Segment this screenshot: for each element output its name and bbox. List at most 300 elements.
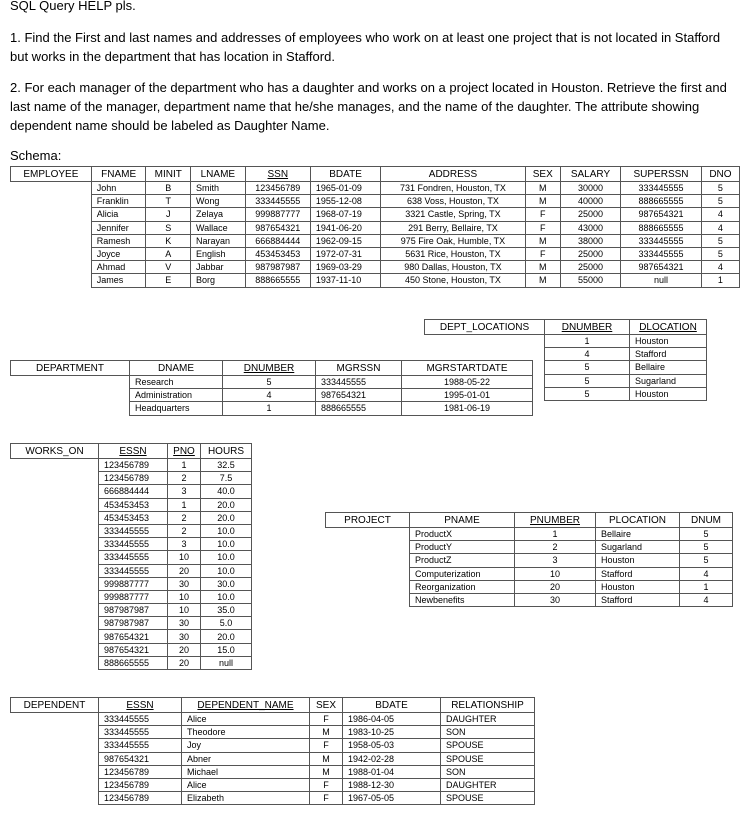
table-cell: 20.0 [201,630,252,643]
column-header: PNUMBER [515,513,596,528]
table-cell: 1969-03-29 [310,261,380,274]
column-header: FNAME [91,167,146,182]
table-cell: 123456789 [245,182,310,195]
table-row [326,593,733,606]
table-row [11,538,252,551]
blank-cell [11,389,130,402]
table-cell: Jennifer [91,221,146,234]
table-cell: 1965-01-09 [310,182,380,195]
blank-cell [11,485,99,498]
table-cell: V [146,261,191,274]
blank-cell [11,459,99,472]
column-header: PLOCATION [596,513,680,528]
table-cell: 4 [545,348,630,361]
table-cell: 987654321 [99,752,182,765]
table-cell: F [310,713,343,726]
table-cell: 20 [168,656,201,669]
table-cell: 987987987 [245,261,310,274]
table-cell: Research [130,376,223,389]
blank-cell [11,564,99,577]
table-cell: M [310,752,343,765]
table-name: DEPENDENT [11,698,99,713]
table-cell: 1958-05-03 [343,739,441,752]
table-cell: SPOUSE [441,739,535,752]
table-cell: Theodore [182,726,310,739]
table-cell: 4 [680,567,733,580]
table-cell: M [525,261,560,274]
table-cell: 1 [168,459,201,472]
table-cell: M [525,182,560,195]
table-cell: M [310,765,343,778]
table-cell: 450 Stone, Houston, TX [381,274,525,287]
table-cell: 2 [168,472,201,485]
blank-cell [11,524,99,537]
table-cell: 3 [168,538,201,551]
table-cell: Ahmad [91,261,146,274]
table-cell: 20.0 [201,498,252,511]
table-row [425,335,707,348]
blank-cell [11,792,99,805]
table-cell: 20.0 [201,511,252,524]
table-cell: 1988-01-04 [343,765,441,778]
table-name: EMPLOYEE [11,167,92,182]
table-row [11,765,535,778]
table-row [11,485,252,498]
table-row [11,221,740,234]
table-cell: ProductZ [410,554,515,567]
table-cell: 20 [168,643,201,656]
table-name: WORKS_ON [11,444,99,459]
table-row [11,402,533,415]
table-cell: John [91,182,146,195]
table-row [11,274,740,287]
table-row [11,778,535,791]
column-header: SALARY [560,167,620,182]
table-name: DEPARTMENT [11,361,130,376]
table-cell: 1 [680,580,733,593]
table-cell: F [525,221,560,234]
table-row [11,234,740,247]
table-cell: 10.0 [201,524,252,537]
table-cell: DAUGHTER [441,778,535,791]
question-2: 2. For each manager of the department who has a daughter and works on a project located in Houston. Retrieve the first and last name of the manager, department name that he/she manages, and the name of the daughter. The attribute showing dependent name should be labeled as Daughter Name. [10,80,727,133]
table-cell: 999887777 [99,590,168,603]
table-cell: Ramesh [91,234,146,247]
table-cell: 5 [680,528,733,541]
table-cell: 10 [515,567,596,580]
table-cell: A [146,247,191,260]
table-cell: 10.0 [201,551,252,564]
blank-cell [11,274,92,287]
table-cell: 987987987 [99,617,168,630]
table-cell: null [201,656,252,669]
blank-cell [11,656,99,669]
table-cell: Sugarland [630,374,707,387]
table-cell: Houston [630,335,707,348]
table-cell: 5 [545,387,630,400]
table-cell: 987654321 [316,389,402,402]
table-cell: 1988-12-30 [343,778,441,791]
table-cell: 987654321 [99,643,168,656]
table-cell: 666884444 [99,485,168,498]
table-cell: 1986-04-05 [343,713,441,726]
table-cell: 10.0 [201,538,252,551]
column-header: SUPERSSN [621,167,702,182]
blank-cell [326,593,410,606]
column-header: DNUM [680,513,733,528]
blank-cell [11,261,92,274]
table-cell: 10.0 [201,564,252,577]
table-cell: SPOUSE [441,792,535,805]
table-row [11,389,533,402]
table-name: PROJECT [326,513,410,528]
table-cell: 333445555 [316,376,402,389]
table-cell: 1968-07-19 [310,208,380,221]
table-cell: 1 [168,498,201,511]
table-row [11,713,535,726]
column-header: DNUMBER [545,320,630,335]
table-cell: F [525,247,560,260]
table-row [11,472,252,485]
column-header: BDATE [343,698,441,713]
table-row [326,554,733,567]
blank-cell [11,726,99,739]
table-cell: 888665555 [245,274,310,287]
blank-cell [11,765,99,778]
blank-cell [11,604,99,617]
works-on-table [10,443,252,670]
table-cell: Joyce [91,247,146,260]
table-cell: 30.0 [201,577,252,590]
table-cell: 333445555 [621,247,702,260]
table-cell: 987987987 [99,604,168,617]
table-row [11,195,740,208]
table-cell: Joy [182,739,310,752]
table-cell: 888665555 [621,195,702,208]
table-cell: English [191,247,246,260]
column-header: DNUMBER [223,361,316,376]
column-header: SSN [245,167,310,182]
table-cell: 1942-02-28 [343,752,441,765]
table-cell: 731 Fondren, Houston, TX [381,182,525,195]
dependent-table [10,697,535,805]
table-cell: 3321 Castle, Spring, TX [381,208,525,221]
table-cell: Headquarters [130,402,223,415]
table-row [11,617,252,630]
table-cell: SPOUSE [441,752,535,765]
table-cell: 333445555 [99,564,168,577]
table-cell: SON [441,765,535,778]
column-header: ADDRESS [381,167,525,182]
table-cell: 10 [168,590,201,603]
table-cell: F [310,792,343,805]
table-cell: Wallace [191,221,246,234]
table-cell: Michael [182,765,310,778]
table-row [11,511,252,524]
table-cell: 123456789 [99,778,182,791]
table-cell: 25000 [560,247,620,260]
table-cell: 4 [701,261,739,274]
table-cell: 1937-11-10 [310,274,380,287]
table-cell: Houston [596,554,680,567]
table-cell: Zelaya [191,208,246,221]
blank-cell [11,713,99,726]
table-cell: Reorganization [410,580,515,593]
table-cell: Newbenefits [410,593,515,606]
table-cell: Sugarland [596,541,680,554]
table-cell: 4 [701,208,739,221]
table-row [11,261,740,274]
table-cell: 7.5 [201,472,252,485]
table-cell: Alice [182,713,310,726]
column-header: DNAME [130,361,223,376]
table-cell: 1 [545,335,630,348]
table-row [11,247,740,260]
employee-table [10,166,740,288]
column-header: LNAME [191,167,246,182]
table-cell: J [146,208,191,221]
table-cell: 123456789 [99,459,168,472]
table-row [11,376,533,389]
table-cell: M [310,726,343,739]
table-cell: Jabbar [191,261,246,274]
table-cell: 1 [515,528,596,541]
table-cell: 333445555 [99,538,168,551]
table-cell: 1941-06-20 [310,221,380,234]
table-cell: 888665555 [316,402,402,415]
table-cell: 25000 [560,261,620,274]
table-cell: 1 [701,274,739,287]
table-cell: Wong [191,195,246,208]
table-cell: 38000 [560,234,620,247]
table-row [11,590,252,603]
table-cell: 987654321 [621,208,702,221]
table-cell: 453453453 [245,247,310,260]
table-cell: 5 [701,234,739,247]
table-cell: 638 Voss, Houston, TX [381,195,525,208]
blank-cell [425,335,545,348]
table-cell: 333445555 [621,234,702,247]
column-header: RELATIONSHIP [441,698,535,713]
blank-cell [11,752,99,765]
table-cell: 5 [680,554,733,567]
blank-cell [11,208,92,221]
table-cell: Abner [182,752,310,765]
table-cell: M [525,274,560,287]
blank-cell [11,630,99,643]
table-row [11,752,535,765]
table-cell: 30 [168,617,201,630]
table-cell: Stafford [596,593,680,606]
column-header: BDATE [310,167,380,182]
table-cell: 333445555 [99,551,168,564]
blank-cell [11,472,99,485]
table-cell: M [525,195,560,208]
table-cell: Smith [191,182,246,195]
table-cell: 3 [515,554,596,567]
table-cell: E [146,274,191,287]
blank-cell [11,182,92,195]
table-cell: 4 [680,593,733,606]
table-cell: 4 [223,389,316,402]
table-cell: 333445555 [99,713,182,726]
table-cell: 5 [680,541,733,554]
table-row [326,567,733,580]
table-cell: 453453453 [99,511,168,524]
blank-cell [11,551,99,564]
table-row [11,792,535,805]
column-header: HOURS [201,444,252,459]
table-cell: 999887777 [245,208,310,221]
column-header: PNO [168,444,201,459]
column-header: SEX [310,698,343,713]
table-cell: null [621,274,702,287]
table-cell: 55000 [560,274,620,287]
table-cell: 1983-10-25 [343,726,441,739]
table-cell: 1962-09-15 [310,234,380,247]
blank-cell [11,590,99,603]
blank-cell [11,234,92,247]
table-cell: 5 [223,376,316,389]
table-cell: 980 Dallas, Houston, TX [381,261,525,274]
column-header: MGRSTARTDATE [402,361,533,376]
blank-cell [11,247,92,260]
table-cell: 40.0 [201,485,252,498]
table-cell: M [525,234,560,247]
table-cell: James [91,274,146,287]
table-cell: 333445555 [245,195,310,208]
column-header: DLOCATION [630,320,707,335]
column-header: MINIT [146,167,191,182]
table-cell: 1 [223,402,316,415]
table-cell: 1972-07-31 [310,247,380,260]
table-row [11,604,252,617]
blank-cell [11,739,99,752]
table-cell: Computerization [410,567,515,580]
table-cell: 333445555 [99,524,168,537]
table-cell: Administration [130,389,223,402]
blank-cell [11,617,99,630]
table-cell: 999887777 [99,577,168,590]
table-cell: 30 [168,577,201,590]
blank-cell [11,538,99,551]
table-cell: 32.5 [201,459,252,472]
table-row [425,348,707,361]
blank-cell [11,195,92,208]
table-row [11,459,252,472]
table-name: DEPT_LOCATIONS [425,320,545,335]
table-row [326,528,733,541]
table-row [11,524,252,537]
schema-label: Schema: [10,148,62,163]
table-cell: 333445555 [621,182,702,195]
blank-cell [11,402,130,415]
blank-cell [326,567,410,580]
table-cell: 10.0 [201,590,252,603]
blank-cell [11,643,99,656]
table-row [11,643,252,656]
table-cell: 5631 Rice, Houston, TX [381,247,525,260]
table-cell: 987654321 [621,261,702,274]
table-cell: 10 [168,551,201,564]
table-cell: 291 Berry, Bellaire, TX [381,221,525,234]
table-cell: 123456789 [99,765,182,778]
department-table [10,360,533,416]
table-cell: 987654321 [245,221,310,234]
table-cell: Bellaire [596,528,680,541]
table-cell: 333445555 [99,726,182,739]
column-header: DNO [701,167,739,182]
table-cell: 20 [168,564,201,577]
table-cell: 15.0 [201,643,252,656]
table-cell: T [146,195,191,208]
table-row [11,498,252,511]
table-cell: 5 [545,374,630,387]
table-cell: 25000 [560,208,620,221]
table-cell: K [146,234,191,247]
table-cell: 35.0 [201,604,252,617]
table-row [11,739,535,752]
table-cell: 5 [701,247,739,260]
blank-cell [11,511,99,524]
table-cell: F [525,208,560,221]
table-cell: S [146,221,191,234]
column-header: MGRSSN [316,361,402,376]
blank-cell [326,528,410,541]
table-cell: 453453453 [99,498,168,511]
table-cell: Houston [630,387,707,400]
table-cell: 1995-01-01 [402,389,533,402]
column-header: DEPENDENT_NAME [182,698,310,713]
table-cell: Alice [182,778,310,791]
table-cell: 30 [515,593,596,606]
blank-cell [425,348,545,361]
blank-cell [326,541,410,554]
table-cell: 1981-06-19 [402,402,533,415]
table-cell: DAUGHTER [441,713,535,726]
table-cell: 1988-05-22 [402,376,533,389]
table-row [11,551,252,564]
table-row [11,577,252,590]
table-cell: 888665555 [621,221,702,234]
table-cell: 43000 [560,221,620,234]
blank-cell [326,554,410,567]
table-cell: Elizabeth [182,792,310,805]
blank-cell [11,577,99,590]
table-cell: 5.0 [201,617,252,630]
table-row [11,726,535,739]
table-cell: Franklin [91,195,146,208]
column-header: PNAME [410,513,515,528]
table-row [326,580,733,593]
table-cell: Bellaire [630,361,707,374]
table-cell: Alicia [91,208,146,221]
table-cell: 123456789 [99,792,182,805]
blank-cell [11,376,130,389]
table-cell: SON [441,726,535,739]
table-cell: 5 [545,361,630,374]
project-table [325,512,733,607]
blank-cell [11,498,99,511]
table-cell: 333445555 [99,739,182,752]
table-cell: Borg [191,274,246,287]
table-cell: 2 [168,524,201,537]
blank-cell [11,778,99,791]
table-row [326,541,733,554]
table-cell: 888665555 [99,656,168,669]
table-row [11,208,740,221]
table-row [11,182,740,195]
